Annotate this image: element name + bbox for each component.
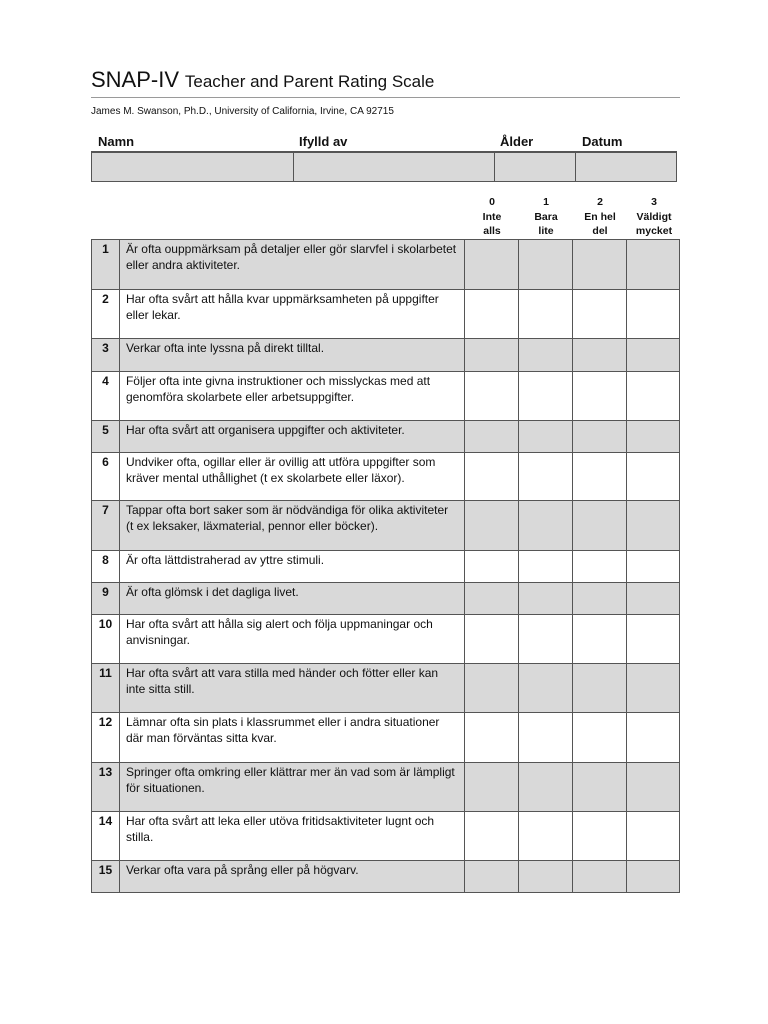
scale-value: 3 [651, 196, 657, 208]
rating-cell-1[interactable] [518, 372, 572, 420]
table-row [91, 421, 680, 453]
header-date: Datum [582, 134, 623, 149]
rating-cell-3[interactable] [626, 421, 680, 452]
author-line: James M. Swanson, Ph.D., University of California, Irvine, CA 92715 [91, 106, 394, 117]
rating-cell-2[interactable] [572, 861, 626, 892]
table-row [91, 501, 680, 551]
rating-cell-0[interactable] [464, 501, 518, 550]
scale-header-0 [465, 195, 519, 239]
rating-cell-1[interactable] [518, 583, 572, 614]
rating-cell-3[interactable] [626, 861, 680, 892]
rating-cell-0[interactable] [464, 664, 518, 712]
item-number: 4 [91, 372, 119, 420]
item-text: Är ofta ouppmärksam på detaljer eller gör slarvfel i skolarbetet eller andra aktiviteter. [119, 240, 464, 289]
rating-cell-0[interactable] [464, 372, 518, 420]
rating-cell-2[interactable] [572, 453, 626, 500]
item-text: Har ofta svårt att hålla sig alert och följa uppmaningar och anvisningar. [119, 615, 464, 663]
scale-value: 2 [597, 196, 603, 208]
rating-cell-1[interactable] [518, 551, 572, 582]
rating-cell-3[interactable] [626, 290, 680, 338]
filled-by-field[interactable] [293, 153, 494, 181]
rating-cell-1[interactable] [518, 763, 572, 811]
rating-cell-3[interactable] [626, 713, 680, 762]
item-text: Springer ofta omkring eller klättrar mer än vad som är lämpligt för situationen. [119, 763, 464, 811]
rating-cell-3[interactable] [626, 240, 680, 289]
rating-cell-1[interactable] [518, 664, 572, 712]
rating-cell-2[interactable] [572, 812, 626, 860]
date-field[interactable] [575, 153, 677, 181]
header-filled-by: Ifylld av [299, 134, 348, 149]
item-text: Verkar ofta vara på språng eller på högvarv. [119, 861, 464, 892]
rating-cell-2[interactable] [572, 615, 626, 663]
scale-line1: En hel [584, 210, 616, 223]
scale-line1: Inte [482, 210, 502, 223]
item-number: 6 [91, 453, 119, 500]
item-number: 8 [91, 551, 119, 582]
table-row [91, 812, 680, 861]
rating-cell-2[interactable] [572, 501, 626, 550]
table-row [91, 453, 680, 501]
rating-cell-1[interactable] [518, 290, 572, 338]
table-row [91, 713, 680, 763]
rating-cell-1[interactable] [518, 501, 572, 550]
scale-value: 0 [489, 196, 495, 208]
table-row [91, 664, 680, 713]
item-text: Är ofta glömsk i det dagliga livet. [119, 583, 464, 614]
scale-line1: Bara [534, 210, 558, 223]
rating-cell-0[interactable] [464, 290, 518, 338]
table-row [91, 615, 680, 664]
rating-cell-1[interactable] [518, 861, 572, 892]
age-field[interactable] [494, 153, 575, 181]
rating-cell-3[interactable] [626, 453, 680, 500]
table-row [91, 372, 680, 421]
rating-cell-3[interactable] [626, 812, 680, 860]
item-number: 12 [91, 713, 119, 762]
name-field[interactable] [91, 153, 293, 181]
table-row [91, 763, 680, 812]
rating-cell-1[interactable] [518, 713, 572, 762]
item-text: Har ofta svårt att hålla kvar uppmärksamheten på uppgifter eller lekar. [119, 290, 464, 338]
rating-cell-0[interactable] [464, 551, 518, 582]
rating-cell-2[interactable] [572, 551, 626, 582]
rating-cell-1[interactable] [518, 421, 572, 452]
rating-cell-3[interactable] [626, 551, 680, 582]
item-text: Verkar ofta inte lyssna på direkt tilltal. [119, 339, 464, 371]
item-number: 11 [91, 664, 119, 712]
scale-line2: mycket [635, 225, 673, 237]
rating-cell-0[interactable] [464, 453, 518, 500]
rating-cell-0[interactable] [464, 583, 518, 614]
item-number: 9 [91, 583, 119, 614]
rating-cell-1[interactable] [518, 453, 572, 500]
scale-header-1 [519, 195, 573, 239]
title-sub: Teacher and Parent Rating Scale [184, 72, 435, 91]
rating-cell-0[interactable] [464, 421, 518, 452]
rating-cell-3[interactable] [626, 372, 680, 420]
rating-cell-0[interactable] [464, 861, 518, 892]
table-row [91, 240, 680, 290]
table-row [91, 861, 680, 893]
item-text: Har ofta svårt att organisera uppgifter och aktiviteter. [119, 421, 464, 452]
item-number: 15 [91, 861, 119, 892]
scale-line2: alls [483, 225, 501, 237]
rating-cell-3[interactable] [626, 615, 680, 663]
item-text: Har ofta svårt att vara stilla med händer och fötter eller kan inte sitta still. [119, 664, 464, 712]
item-number: 10 [91, 615, 119, 663]
rating-cell-0[interactable] [464, 713, 518, 762]
rating-cell-1[interactable] [518, 339, 572, 371]
info-row [91, 153, 677, 182]
rating-cell-0[interactable] [464, 812, 518, 860]
rating-cell-3[interactable] [626, 583, 680, 614]
rating-cell-2[interactable] [572, 583, 626, 614]
item-text: Följer ofta inte givna instruktioner och misslyckas med att genomföra skolarbete eller arbetsuppgifter. [119, 372, 464, 420]
rating-cell-2[interactable] [572, 763, 626, 811]
item-text: Tappar ofta bort saker som är nödvändiga för olika aktiviteter (t ex leksaker, läxmaterial, pennor eller böcker). [119, 501, 464, 550]
item-number: 13 [91, 763, 119, 811]
table-row [91, 583, 680, 615]
item-text: Är ofta lättdistraherad av yttre stimuli. [119, 551, 464, 582]
scale-line2: del [592, 225, 608, 237]
table-row [91, 551, 680, 583]
rating-cell-1[interactable] [518, 615, 572, 663]
page-title [91, 66, 680, 96]
item-number: 3 [91, 339, 119, 371]
header-name: Namn [98, 134, 135, 149]
item-text: Har ofta svårt att leka eller utöva fritidsaktiviteter lugnt och stilla. [119, 812, 464, 860]
title-divider [91, 97, 680, 98]
rating-cell-3[interactable] [626, 339, 680, 371]
item-number: 1 [91, 240, 119, 289]
rating-cell-1[interactable] [518, 812, 572, 860]
rating-cell-0[interactable] [464, 240, 518, 289]
rating-cell-3[interactable] [626, 501, 680, 550]
rating-cell-0[interactable] [464, 615, 518, 663]
item-number: 2 [91, 290, 119, 338]
rating-cell-0[interactable] [464, 763, 518, 811]
rating-cell-1[interactable] [518, 240, 572, 289]
rating-cell-0[interactable] [464, 339, 518, 371]
rating-cell-2[interactable] [572, 713, 626, 762]
header-age: Ålder [500, 134, 534, 149]
rating-cell-2[interactable] [572, 664, 626, 712]
scale-line2: lite [538, 225, 554, 237]
rating-cell-3[interactable] [626, 763, 680, 811]
rating-cell-3[interactable] [626, 664, 680, 712]
table-row [91, 290, 680, 339]
item-text: Undviker ofta, ogillar eller är ovillig att utföra uppgifter som kräver mental uthållighet (t ex skolarbete eller läxor). [119, 453, 464, 500]
item-number: 5 [91, 421, 119, 452]
rating-cell-2[interactable] [572, 339, 626, 371]
item-text: Lämnar ofta sin plats i klassrummet eller i andra situationer där man förväntas sitta kvar. [119, 713, 464, 762]
item-number: 14 [91, 812, 119, 860]
table-row [91, 339, 680, 372]
rating-cell-2[interactable] [572, 290, 626, 338]
rating-table [91, 239, 680, 893]
rating-cell-2[interactable] [572, 372, 626, 420]
rating-cell-2[interactable] [572, 421, 626, 452]
rating-cell-2[interactable] [572, 240, 626, 289]
scale-value: 1 [543, 196, 549, 208]
scale-line1: Väldigt [636, 210, 672, 223]
scale-header-3 [627, 195, 681, 239]
title-main: SNAP-IV [91, 67, 180, 92]
scale-header-2 [573, 195, 627, 239]
item-number: 7 [91, 501, 119, 550]
